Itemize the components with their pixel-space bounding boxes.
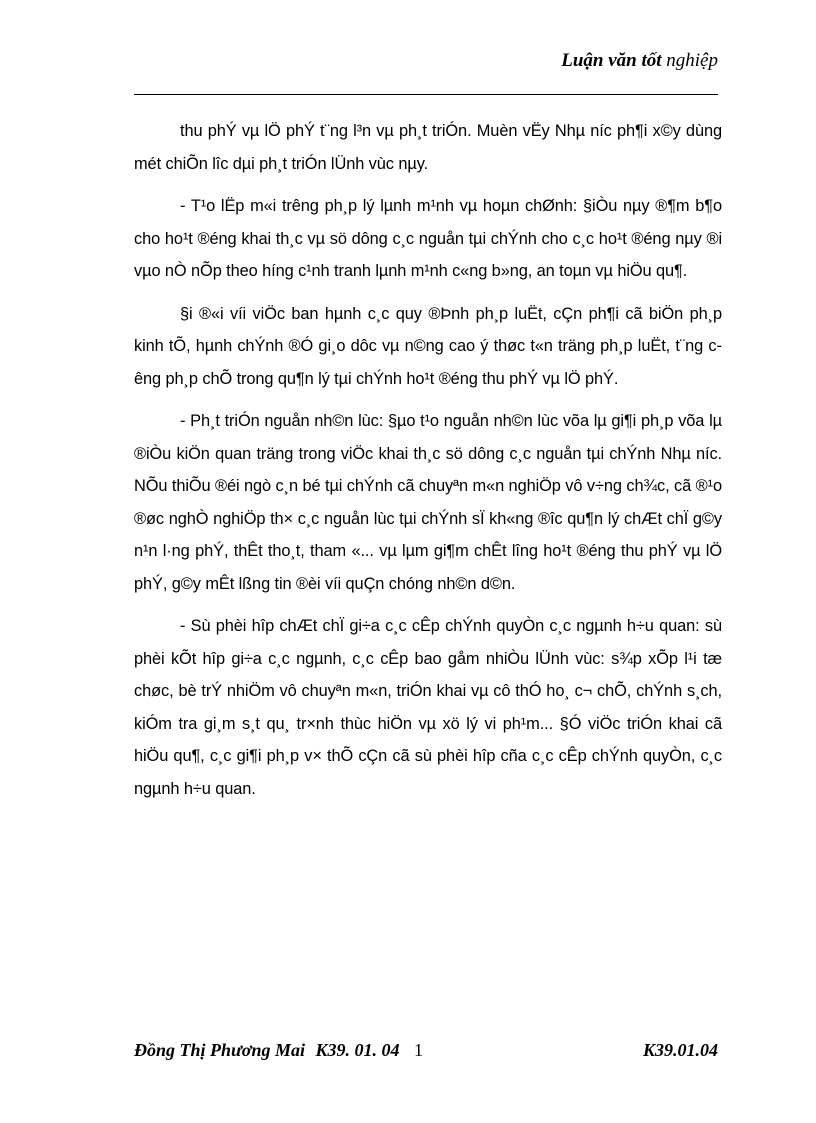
paragraph-3: §i ®«i víi viÖc ban hµnh c¸c quy ®Þnh ph¸p luËt, cÇn ph¶i cã biÖn ph¸p kinh tÕ, hµnh chÝnh ®Ó gi¸o dôc vµ n©ng cao ý thøc t«n träng ph¸p luËt, t¨ng cêng ph¸p chÕ trong qu¶n lý tµi chÝnh ho¹t ®éng thu phÝ vµ lÖ phÝ. xyxy=(134,304,722,388)
footer-right-code: K39.01.04 xyxy=(642,1040,718,1060)
footer-class-code: K39. 01. 04 xyxy=(315,1040,400,1060)
page-footer xyxy=(134,1040,718,1064)
header-title-bold: Luận văn tốt xyxy=(561,50,662,71)
footer-author: Đồng Thị Phương Mai xyxy=(134,1040,305,1060)
paragraph-4: - Ph¸t triÓn nguån nh©n lùc: §µo t¹o nguån nh©n lùc võa lµ gi¶i ph¸p võa lµ ®iÒu kiÖn quan träng trong viÖc khai th¸c sö dông c¸c nguån tµi chÝnh Nhµ níc. NÕu thiÕu ®éi ngò c¸n bé tµi chÝnh cã chuyªn m«n nghiÖp vô v÷ng ch¾c, cã ®¹o ®øc nghÒ nghiÖp th× c¸c nguån lùc tµi chÝnh sÏ kh«ng ®îc qu¶n lý chÆt chÏ g©y n¹n l·ng phÝ, thÊt tho¸t, tham «... vµ lµm gi¶m chÊt lîng ho¹t ®éng thu phÝ vµ lÖ phÝ, g©y mÊt lßng tin ®èi víi quÇn chóng nh©n d©n. xyxy=(134,412,722,593)
footer-page-number: 1 xyxy=(414,1040,423,1060)
page-header xyxy=(134,48,718,95)
header-title-italic: nghiệp xyxy=(666,50,718,71)
document-body xyxy=(134,115,722,805)
footer-left xyxy=(134,1040,423,1061)
header-title xyxy=(561,50,718,72)
paragraph-1: thu phÝ vµ lÖ phÝ t¨ng l³n vµ ph¸t triÓn. Muèn vËy Nhµ níc ph¶i x©y dùng mét chiÕn lîc dµi ph¸t triÓn lÜnh vùc nµy. xyxy=(134,122,722,173)
paragraph-2: - T¹o lËp m«i trêng ph¸p lý lµnh m¹nh vµ hoµn chØnh: §iÒu nµy ®¶m b¶o cho ho¹t ®éng khai th¸c vµ sö dông c¸c nguån tµi chÝnh cho c¸c ho¹t ®éng nµy ®i vµo nÒ nÕp theo híng c¹nh tranh lµnh m¹nh c«ng b»ng, an toµn vµ hiÖu qu¶. xyxy=(134,197,722,280)
paragraph-5: - Sù phèi hîp chÆt chÏ gi÷a c¸c cÊp chÝnh quyÒn c¸c ngµnh h÷u quan: sù phèi kÕt hîp gi÷a c¸c ngµnh, c¸c cÊp bao gåm nhiÒu lÜnh vùc: s¾p xÕp l¹i tæ chøc, bè trÝ nhiÖm vô chuyªn m«n, triÓn khai vµ cô thÓ ho¸ c¬ chÕ, chÝnh s¸ch, kiÓm tra gi¸m s¸t qu¸ tr×nh thùc hiÖn vµ xö lý vi ph¹m... §Ó viÖc triÓn khai cã hiÖu qu¶, c¸c gi¶i ph¸p v× thÕ cÇn cã sù phèi hîp cña c¸c cÊp chÝnh quyÒn, c¸c ngµnh h÷u quan. xyxy=(134,617,722,798)
